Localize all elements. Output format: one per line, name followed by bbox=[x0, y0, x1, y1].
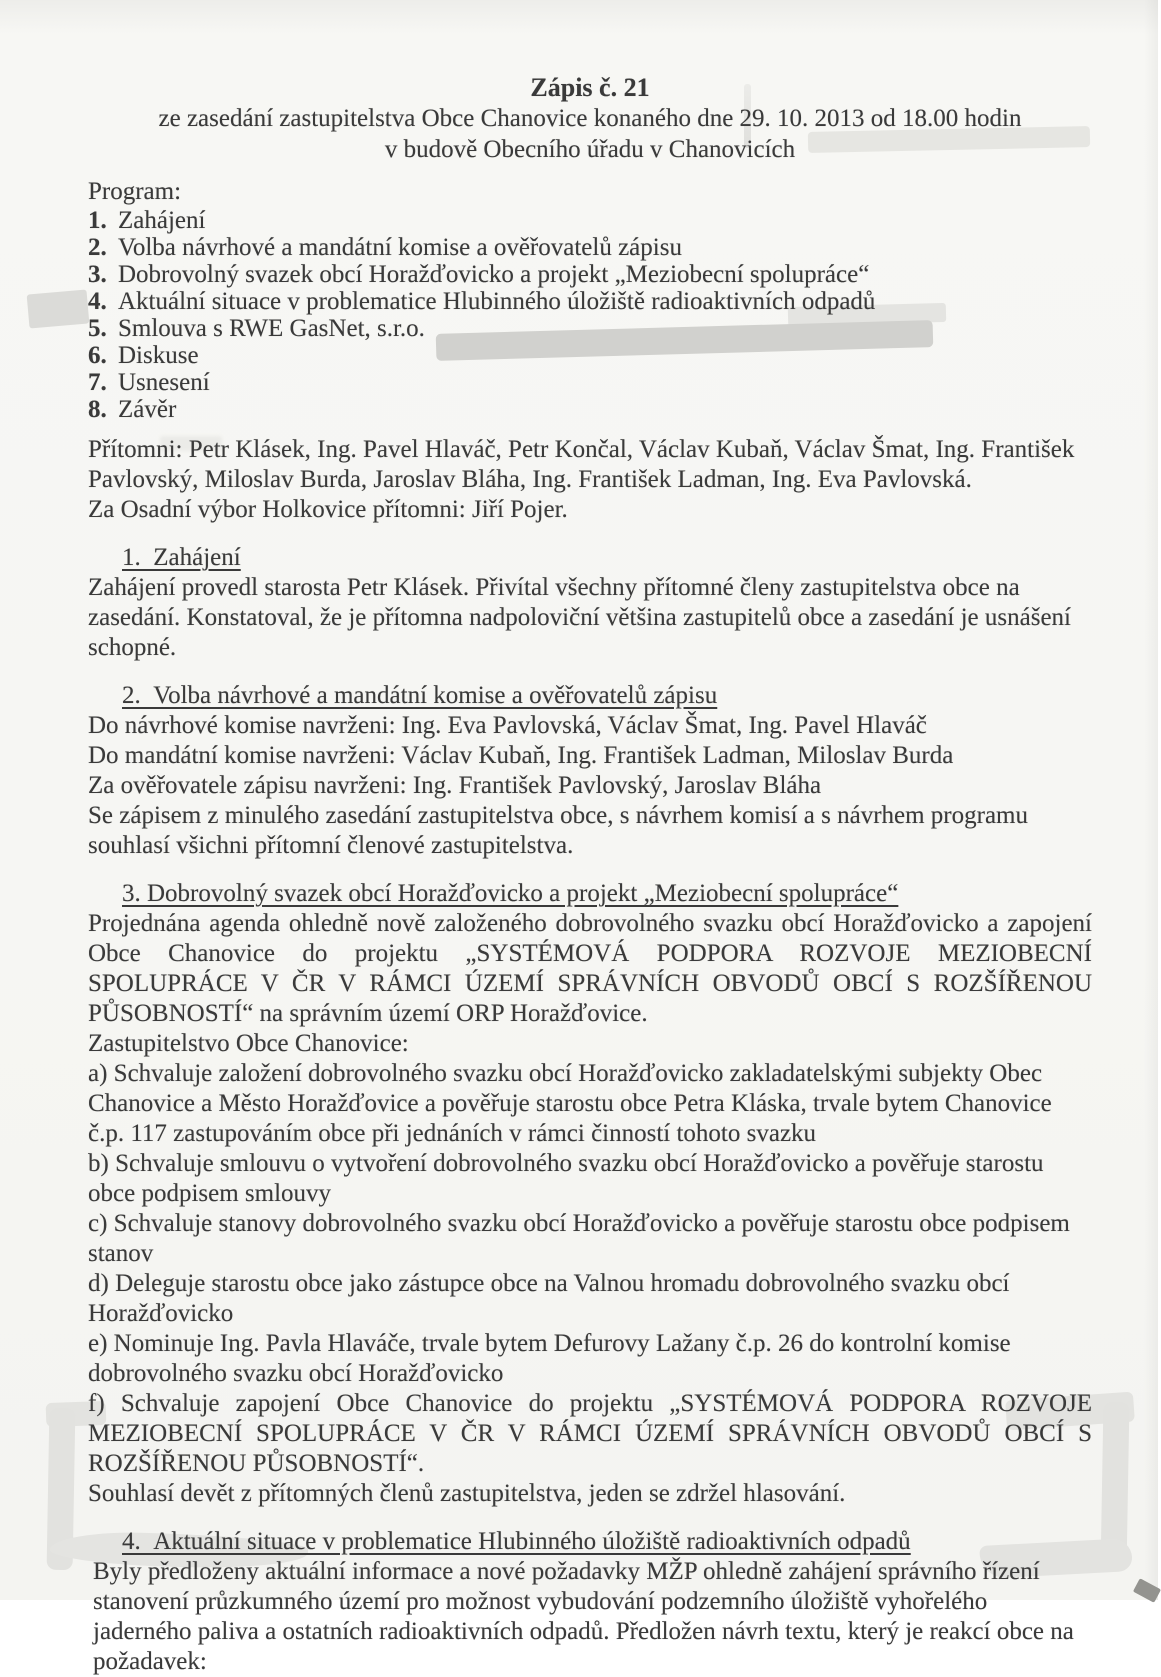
section-2-paragraph: Do návrhové komise navrženi: Ing. Eva Pavlovská, Václav Šmat, Ing. Pavel Hlaváč bbox=[88, 712, 927, 739]
program-item-text: Smlouva s RWE GasNet, s.r.o. bbox=[118, 315, 425, 342]
section-3-vote-result: Souhlasí devět z přítomných členů zastupitelstva, jeden se zdržel hlasování. bbox=[88, 1480, 846, 1507]
program-item-text: Diskuse bbox=[118, 342, 199, 369]
section-2-paragraph: Se zápisem z minulého zasedání zastupitelstva obce, s návrhem komisí a s návrhem programu souhlasí všichni přítomní členové zastupitelstva. bbox=[88, 802, 1029, 859]
program-item-text: Závěr bbox=[118, 396, 177, 423]
program-item bbox=[88, 342, 1092, 369]
section-3-paragraph: Zastupitelstvo Obce Chanovice: bbox=[88, 1030, 409, 1057]
section-3-item-e: e) Nominuje Ing. Pavla Hlaváče, trvale bytem Defurovy Lažany č.p. 26 do kontrolní komise dobrovolného svazku obcí Horažďovicko bbox=[88, 1330, 1011, 1387]
section-2-paragraph: Za ověřovatele zápisu navrženi: Ing. František Pavlovský, Jaroslav Bláha bbox=[88, 772, 822, 799]
program-item-text: Zahájení bbox=[118, 207, 206, 234]
program-item bbox=[88, 207, 1092, 234]
program-item-number: 5. bbox=[88, 315, 107, 342]
section-2-heading bbox=[88, 681, 1092, 711]
section-3-item-f: f) Schvaluje zapojení Obce Chanovice do projektu „SYSTÉMOVÁ PODPORA ROZVOJE MEZIOBECNÍ SPOLUPRÁCE V ČR V RÁMCI ÚZEMÍ SPRÁVNÍCH OBVODŮ OBCÍ S ROZŠÍŘENOU PŮSOBNOSTÍ“. bbox=[88, 1390, 1092, 1477]
attendance-block bbox=[88, 435, 1092, 525]
document-title: Zápis č. 21 bbox=[530, 73, 650, 102]
section-3-heading bbox=[88, 879, 1092, 909]
scan-smudge-left-margin bbox=[27, 289, 90, 328]
section-4-paragraph: Byly předloženy aktuální informace a nové požadavky MŽP ohledně zahájení správního řízení stanovení průzkumného území pro možnost vybudování podzemního úložiště vyhořelého jaderného paliva a ostatních radioaktivních odpadů. Předložen návrh textu, který je reakcí obce na požadavek: bbox=[93, 1558, 1074, 1675]
program-item-text: Aktuální situace v problematice Hlubinného úložiště radioaktivních odpadů bbox=[118, 288, 876, 315]
program-item-number: 7. bbox=[88, 369, 107, 396]
section-4-heading bbox=[88, 1527, 1092, 1557]
program-item bbox=[88, 234, 1092, 261]
program-item-text: Dobrovolný svazek obcí Horažďovicko a projekt „Meziobecní spolupráce“ bbox=[118, 261, 870, 288]
section-3-item-a: a) Schvaluje založení dobrovolného svazku obcí Horažďovicko zakladatelskými subjekty Obec Chanovice a Město Horažďovice a pověřuje starostu obce Petra Kláska, trvale bytem Chanovice č.p. 117 zastupováním obce při jednáních v rámci činností tohoto svazku bbox=[88, 1060, 1052, 1147]
program-item bbox=[88, 261, 1092, 288]
attendance-osadni-vybor: Za Osadní výbor Holkovice přítomni: Jiří Pojer. bbox=[88, 496, 568, 523]
attendance-present: Přítomni: Petr Klásek, Ing. Pavel Hlaváč, Petr Končal, Václav Kubaň, Václav Šmat, Ing. František Pavlovský, Miloslav Burda, Jaroslav Bláha, Ing. František Ladman, Ing. Eva Pavlovská. bbox=[88, 436, 1075, 493]
document-subtitle-line1: ze zasedání zastupitelstva Obce Chanovice konaného dne 29. 10. 2013 od 18.00 hodin bbox=[158, 105, 1022, 132]
section-3-item-c: c) Schvaluje stanovy dobrovolného svazku obcí Horažďovicko a pověřuje starostu obce podpisem stanov bbox=[88, 1210, 1070, 1267]
section-1-paragraph: Zahájení provedl starosta Petr Klásek. Přivítal všechny přítomné členy zastupitelstva obce na zasedání. Konstatoval, že je přítomna nadpoloviční většina zastupitelů obce a zasedání je usnášení schopné. bbox=[88, 574, 1071, 661]
program-item-number: 8. bbox=[88, 396, 107, 423]
section-2-paragraph: Do mandátní komise navrženi: Václav Kubaň, Ing. František Ladman, Miloslav Burda bbox=[88, 742, 954, 769]
section-4-heading-text: 4. Aktuální situace v problematice Hlubinného úložiště radioaktivních odpadů bbox=[122, 1528, 911, 1555]
section-3-item-b: b) Schvaluje smlouvu o vytvoření dobrovolného svazku obcí Horažďovicko a pověřuje starostu obce podpisem smlouvy bbox=[88, 1150, 1044, 1207]
section-3-paragraph: Projednána agenda ohledně nově založeného dobrovolného svazku obcí Horažďovicko a zapojení Obce Chanovice do projektu „SYSTÉMOVÁ PODPORA ROZVOJE MEZIOBECNÍ SPOLUPRÁCE V ČR V RÁMCI ÚZEMÍ SPRÁVNÍCH OBVODŮ OBCÍ S ROZŠÍŘENOU PŮSOBNOSTÍ“ na správním území ORP Horažďovice. bbox=[88, 910, 1092, 1027]
program-item-text: Usnesení bbox=[118, 369, 210, 396]
section-1-heading bbox=[88, 543, 1092, 573]
program-label: Program: bbox=[88, 178, 182, 205]
program-item-number: 6. bbox=[88, 342, 107, 369]
section-2-heading-text: 2. Volba návrhové a mandátní komise a ověřovatelů zápisu bbox=[122, 682, 718, 709]
program-item-number: 3. bbox=[88, 261, 107, 288]
program-item bbox=[88, 315, 1092, 342]
program-item bbox=[88, 288, 1092, 315]
program-item bbox=[88, 396, 1092, 423]
program-item-text: Volba návrhové a mandátní komise a ověřovatelů zápisu bbox=[118, 234, 682, 261]
scan-corner-pen-mark bbox=[1133, 1578, 1161, 1603]
section-3-item-d: d) Deleguje starostu obce jako zástupce obce na Valnou hromadu dobrovolného svazku obcí Horažďovicko bbox=[88, 1270, 1010, 1327]
title-block bbox=[88, 72, 1092, 165]
program-item-number: 4. bbox=[88, 288, 107, 315]
program-list bbox=[88, 207, 1092, 423]
section-1-heading-text: 1. Zahájení bbox=[122, 544, 241, 571]
program-item-number: 1. bbox=[88, 207, 107, 234]
program-item bbox=[88, 369, 1092, 396]
document-subtitle-line2: v budově Obecního úřadu v Chanovicích bbox=[384, 136, 796, 163]
section-3-heading-text: 3. Dobrovolný svazek obcí Horažďovicko a projekt „Meziobecní spolupráce“ bbox=[122, 880, 899, 907]
document-body bbox=[88, 72, 1092, 1677]
program-item-number: 2. bbox=[88, 234, 107, 261]
